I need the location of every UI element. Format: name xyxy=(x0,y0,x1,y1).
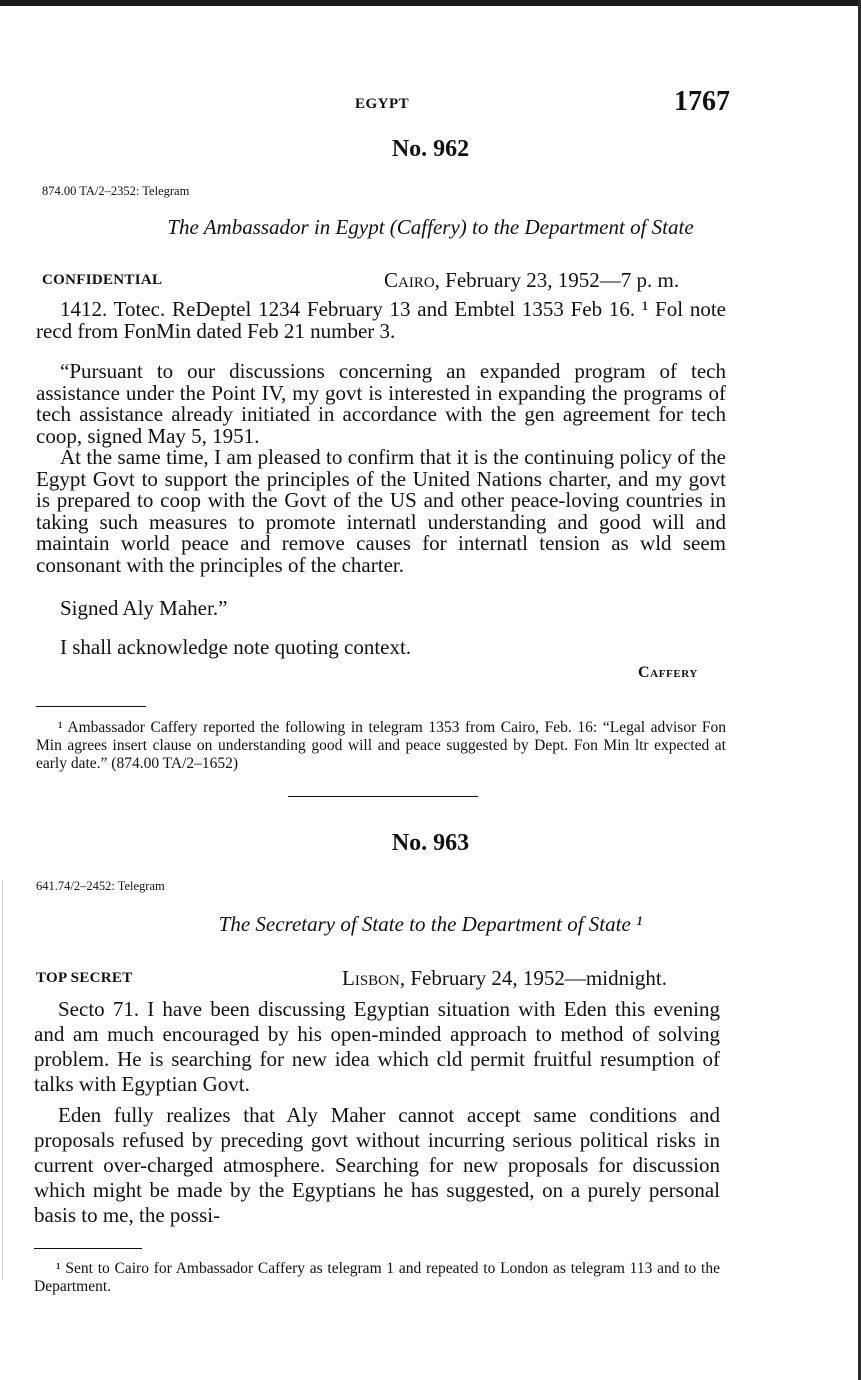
classification-963: TOP SECRET xyxy=(36,970,133,986)
document-separator xyxy=(288,796,478,797)
paragraph-962-5: I shall acknowledge note quoting context. xyxy=(60,635,412,659)
footnote-962: ¹ Ambassador Caffery reported the following in telegram 1353 from Cairo, Feb. 16: “Legal advisor Fon Min agrees insert clause on understanding good will and peace suggested by Dept. Fon Min ltr expected at early date.” (874.00 TA/2–1652) xyxy=(36,719,726,772)
running-head: EGYPT xyxy=(355,96,410,112)
page-number: 1767 xyxy=(674,86,730,117)
scan-top-border xyxy=(0,0,861,6)
place-date-line-963 xyxy=(342,966,667,991)
paragraph-962-3: At the same time, I am pleased to confirm that it is the continuing policy of the Egypt Govt to support the principles of the United Nations charter, and my govt is prepared to coop with the Govt of the US and other peace-loving countries in taking such measures to promote internatl understanding and good will and maintain world peace and remove causes for internatl tension as wld seem consonant with the principles of the charter. xyxy=(36,445,726,577)
scan-left-margin-line xyxy=(2,880,3,1280)
file-reference-962: 874.00 TA/2–2352: Telegram xyxy=(42,184,190,198)
document-number-962: No. 962 xyxy=(391,136,470,162)
footnote-963: ¹ Sent to Cairo for Ambassador Caffery as telegram 1 and repeated to London as telegram 113 and to the Department. xyxy=(34,1260,720,1295)
place-962: Cairo, xyxy=(384,268,440,292)
paragraph-963-2: Eden fully realizes that Aly Maher cannot accept same conditions and proposals refused by preceding govt without incurring serious political risks in current over-charged atmosphere. Searching for new proposals for discussion which might be made by the Egyptians he has suggested, on a purely personal basis to me, the possi- xyxy=(34,1103,720,1227)
footnote-rule-963 xyxy=(34,1248,142,1249)
date-963: February 24, 1952—midnight. xyxy=(405,966,667,990)
paragraph-962-4: Signed Aly Maher.” xyxy=(60,596,228,620)
document-heading-962: The Ambassador in Egypt (Caffery) to the Department of State xyxy=(167,215,694,239)
document-number-963: No. 963 xyxy=(391,830,470,856)
signature-caffery: Caffery xyxy=(638,664,698,681)
date-962: February 23, 1952—7 p. m. xyxy=(439,268,680,292)
place-date-line-962 xyxy=(384,268,679,293)
file-reference-963: 641.74/2–2452: Telegram xyxy=(36,879,165,893)
paragraph-962-1: 1412. Totec. ReDeptel 1234 February 13 and Embtel 1353 Feb 16. ¹ Fol note recd from FonMin dated Feb 21 number 3. xyxy=(36,297,726,343)
classification-962: CONFIDENTIAL xyxy=(42,272,163,288)
place-963: Lisbon, xyxy=(342,966,406,990)
paragraph-963-1: Secto 71. I have been discussing Egyptian situation with Eden this evening and am much encouraged by his open-minded approach to method of solving problem. He is searching for new idea which cld permit fruitful resumption of talks with Egyptian Govt. xyxy=(34,997,720,1096)
document-heading-963: The Secretary of State to the Department of State ¹ xyxy=(218,912,643,936)
paragraph-962-2: “Pursuant to our discussions concerning an expanded program of tech assistance under the Point IV, my govt is interested in expanding the programs of tech assistance already initiated in accordance with the gen agreement for tech coop, signed May 5, 1951. xyxy=(36,359,726,448)
footnote-rule-962 xyxy=(36,706,146,707)
